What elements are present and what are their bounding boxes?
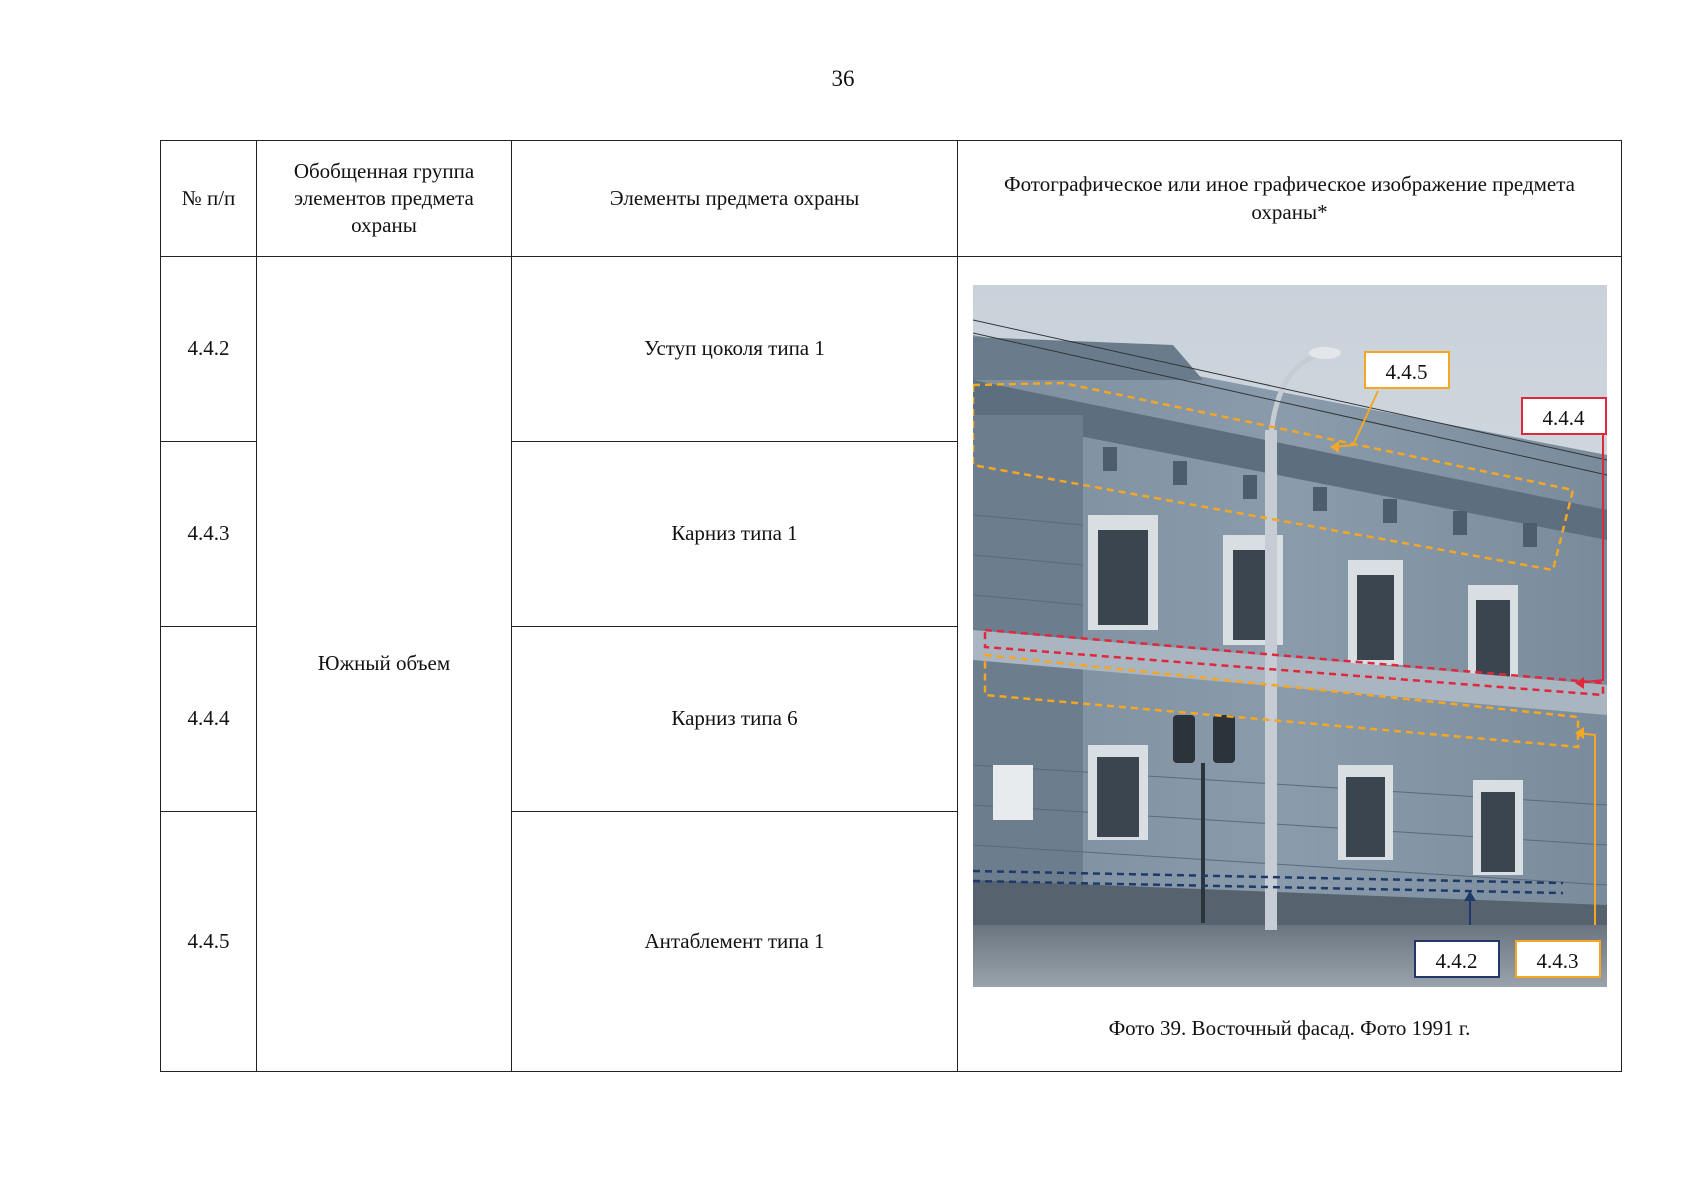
page-number: 36 [831, 66, 855, 91]
street [973, 925, 1607, 987]
wall-sign [993, 765, 1033, 820]
row-num: 4.4.3 [161, 442, 257, 627]
group-cell: Южный объем [257, 257, 512, 1072]
protection-table [160, 140, 1622, 1072]
row-element: Антаблемент типа 1 [512, 812, 958, 1072]
facade-image [973, 285, 1607, 987]
row-element: Карниз типа 1 [512, 442, 958, 627]
photo-cell [958, 257, 1622, 1072]
label-4-4-4: 4.4.4 [1521, 397, 1607, 435]
photo-caption: Фото 39. Восточный фасад. Фото 1991 г. [1108, 1016, 1471, 1041]
header-group: Обобщенная группа элементов предмета охраны [257, 141, 512, 257]
table-row [161, 257, 1622, 442]
header-elements: Элементы предмета охраны [512, 141, 958, 257]
lamp-post [1265, 430, 1277, 930]
header-num: № п/п [161, 141, 257, 257]
row-num: 4.4.4 [161, 627, 257, 812]
label-4-4-2: 4.4.2 [1414, 940, 1500, 978]
facade-photo [973, 285, 1607, 987]
header-row [161, 141, 1622, 257]
label-4-4-3: 4.4.3 [1515, 940, 1601, 978]
label-4-4-5: 4.4.5 [1364, 351, 1450, 389]
row-num: 4.4.5 [161, 812, 257, 1072]
row-num: 4.4.2 [161, 257, 257, 442]
row-element: Уступ цоколя типа 1 [512, 257, 958, 442]
header-photo: Фотографическое или иное графическое изображение предмета охраны* [958, 141, 1622, 257]
row-element: Карниз типа 6 [512, 627, 958, 812]
